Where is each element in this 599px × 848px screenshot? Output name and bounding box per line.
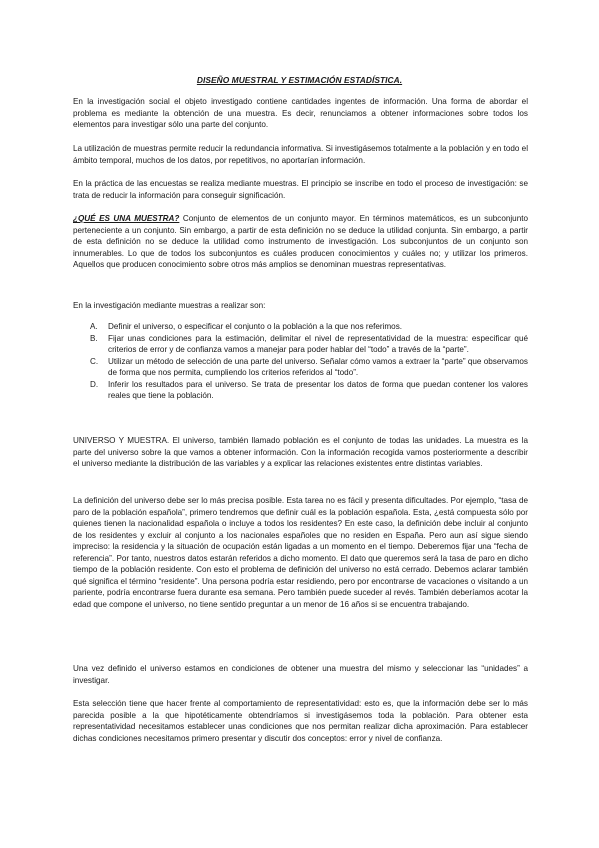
list-item-text: Utilizar un método de selección de una parte del universo. Señalar cómo vamos a extraer la “parte” que observamos de forma que nos permita, cumpliendo los criterios referidos al “todo”. xyxy=(108,356,528,377)
paragraph-que-es-muestra-body: Conjunto de elementos de un conjunto mayor. En términos matemáticos, es un subconjunto perteneciente a un conjunto. Sin embargo, a partir de esta definición no se deduce la utilidad conjunta. Sin embargo, a partir de esta definición no se deduce la utilidad como instrumento de investigación. Los subconjuntos de un conjunto son innumerables. Lo que de todos los subconjuntos es cuáles producen conocimientos y cuáles no; y utilizar los primeros. Aquellos que producen conocimiento sobre otros más amplios se denominan muestras representativas. xyxy=(73,214,528,269)
list-item-text: Definir el universo, o especificar el conjunto o la población a la que nos referimos. xyxy=(108,322,403,331)
paragraph-pasos-intro: En la investigación mediante muestras a realizar son: xyxy=(73,301,266,310)
steps-list xyxy=(90,321,528,402)
list-marker: B. xyxy=(90,333,98,343)
paragraph-seleccion-unidades: Una vez definido el universo estamos en condiciones de obtener una muestra del mismo y seleccionar las “unidades” a investigar. xyxy=(73,664,528,685)
list-marker: C. xyxy=(90,356,99,366)
paragraph-universo-muestra: UNIVERSO Y MUESTRA. El universo, también llamado población es el conjunto de todas las unidades. La muestra es la parte del universo sobre la que vamos a obtener información. Con la información recogida vamos posteriormente a describir el universo mediante la distribución de las variables y a explicar las relaciones existentes entre distintas variables. xyxy=(73,436,528,468)
list-item xyxy=(90,379,528,402)
list-item-text: Inferir los resultados para el universo. Se trata de presentar los datos de forma que puedan contener los valores reales que tiene la población. xyxy=(108,379,528,400)
paragraph-intro: En la investigación social el objeto investigado contiene cantidades ingentes de información. Una forma de abordar el problema es mediante la obtención de una muestra. Es decir, renunciamos a obtener informaciones sobre todos los elementos para investigar sólo una parte del conjunto. xyxy=(73,97,528,129)
list-marker: A. xyxy=(90,322,98,331)
list-item-text: Fijar unas condiciones para la estimación, delimitar el nivel de representatividad de la muestra: especificar qué criterios de error y de confianza vamos a manejar para poder hablar del “todo” a través de la “parte”. xyxy=(108,333,528,354)
paragraph-definicion-universo: La definición del universo debe ser lo más precisa posible. Esta tarea no es fácil y presenta dificultades. Por ejemplo, “tasa de paro de la población española”, primero tendremos que definir cuál es la población española. Esta, ¿está compuesta sólo por quienes tienen la nacionalidad española o incluye a todos los residentes? En este caso, la definición debe incluir al conjunto de los residentes y excluir al conjunto a los nacionales españoles que no residen en España. Pero aun así sigue siendo impreciso: la residencia y la situación de ocupación están ligadas a un momento en el tiempo. Deberemos fijar una “fecha de referencia”. Por tanto, nuestros datos estarán referidos a dicho momento. El dato que queremos será la tasa de paro en dicho tiempo de la población residente. Con esto el problema de definición del universo no está cerrado. Debemos aclarar también qué significa el término “residente”. Una persona podría estar residiendo, pero por encontrarse de vacaciones o visitando a un pariente, podría encontrarse fuera durante esa semana. Pero también puede suceder al revés. También deberíamos acotar la edad que compone el universo, no tiene sentido preguntar a un menor de 16 años si se encuentra trabajando. xyxy=(73,496,528,609)
list-item xyxy=(90,356,528,379)
list-item xyxy=(90,333,528,356)
paragraph-que-es-muestra xyxy=(73,213,528,271)
list-item xyxy=(90,321,528,333)
section-heading-que-es-muestra: ¿QUÉ ES UNA MUESTRA? xyxy=(73,214,180,223)
document-title: DISEÑO MUESTRAL Y ESTIMACIÓN ESTADÍSTICA. xyxy=(196,75,403,85)
paragraph-muestras-redundancia: La utilización de muestras permite reducir la redundancia informativa. Si investigásemos totalmente a la población y en todo el ámbito temporal, muchos de los datos, por repetitivos, no aportarían información. xyxy=(73,144,528,165)
paragraph-practica-encuestas: En la práctica de las encuestas se realiza mediante muestras. El principio se inscribe en todo el proceso de investigación: se trata de reducir la información para conseguir significación. xyxy=(73,179,528,200)
list-marker: D. xyxy=(90,379,99,389)
paragraph-representatividad: Esta selección tiene que hacer frente al comportamiento de representatividad: esto es, que la información debe ser lo más parecida posible a la que hipotéticamente obtendríamos si investigásemos toda la población. Para obtener esta representatividad necesitamos establecer unas condiciones que nos permitan realizar dicha aproximación. Para establecer dichas condiciones necesitamos primero presentar y discutir dos conceptos: error y nivel de confianza. xyxy=(73,699,528,743)
